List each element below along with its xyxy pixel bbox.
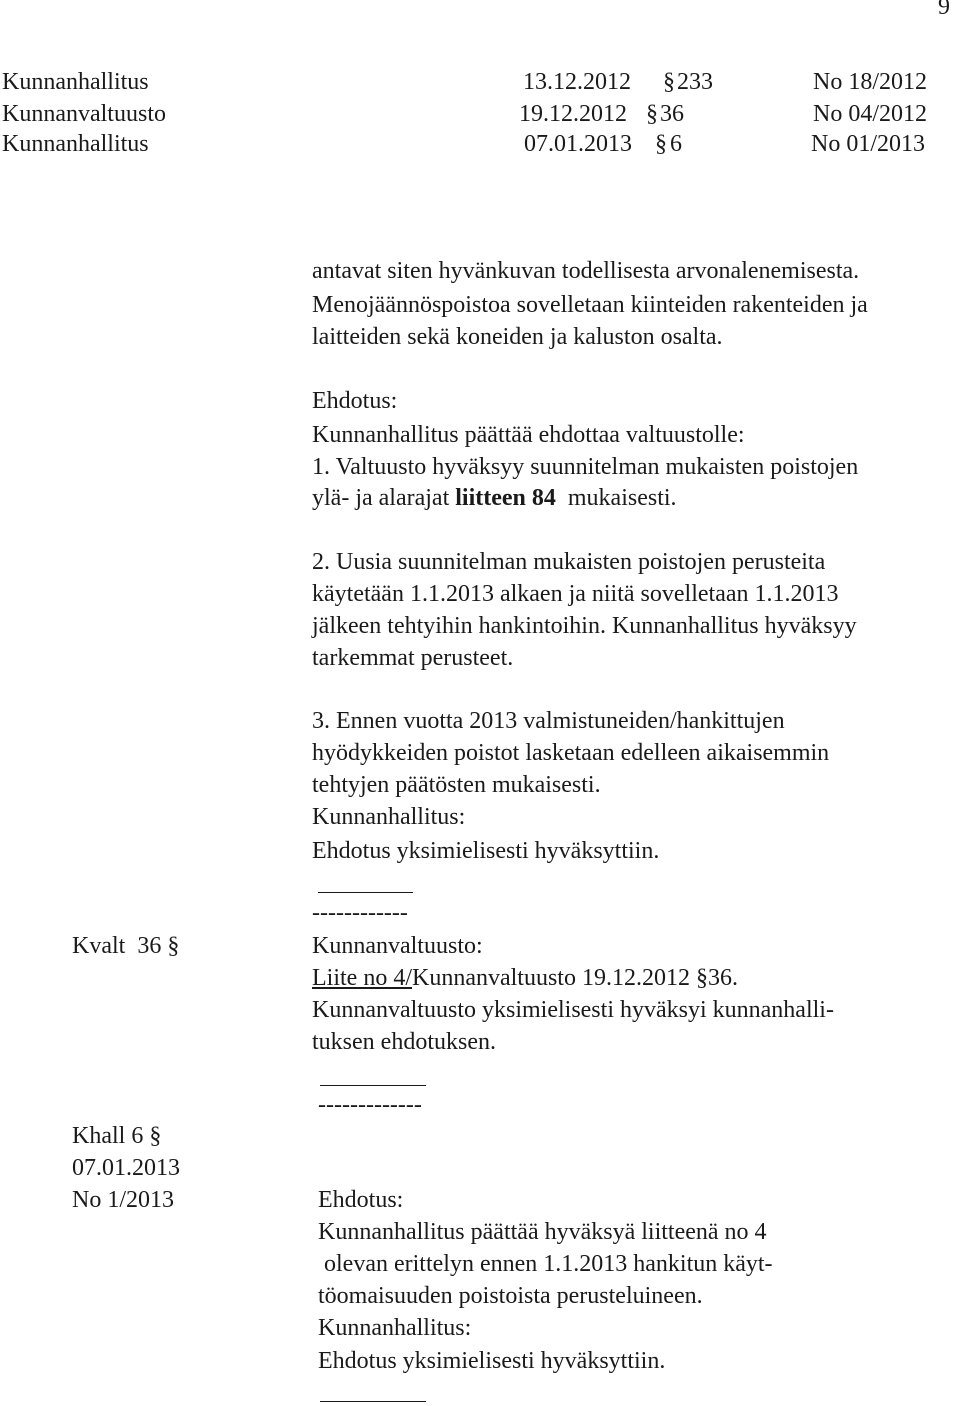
council-line-1: Kunnanvaltuusto yksimielisesti hyväksyi kunnanhalli-: [312, 997, 834, 1023]
section-sign: §: [167, 933, 180, 959]
margin-board-date: 07.01.2013: [72, 1155, 180, 1181]
section-sign: §: [655, 131, 667, 157]
item2-line-1: 2. Uusia suunnitelman mukaisten poistojen perusteita: [312, 549, 826, 575]
board-proposal-heading: Ehdotus:: [318, 1187, 404, 1213]
separator-rule: [318, 892, 413, 893]
header-date-3: 07.01.2013: [524, 131, 632, 157]
header-para-3: 6: [670, 131, 682, 157]
header-no-1: No 18/2012: [813, 69, 927, 95]
attachment-link-text: Liite no 4/: [312, 965, 412, 991]
item2-line-4: tarkemmat perusteet.: [312, 645, 514, 671]
margin-board-text: Khall 6: [72, 1123, 144, 1149]
intro-line-3: laitteiden sekä koneiden ja kaluston osalta.: [312, 324, 723, 350]
header-body-1: Kunnanhallitus: [2, 69, 149, 95]
margin-council-label: [72, 931, 179, 961]
board-line-1: Kunnanhallitus päättää hyväksyä liitteenä no 4: [318, 1219, 767, 1245]
margin-council-text: Kvalt 36: [72, 933, 162, 959]
separator-dashes: -------------: [318, 1092, 422, 1118]
header-date-2: 19.12.2012: [519, 101, 627, 127]
section-sign: §: [149, 1123, 162, 1149]
item1-line-2: [312, 483, 957, 514]
header-no-3: No 01/2013: [811, 131, 925, 157]
header-body-2: Kunnanvaltuusto: [2, 101, 166, 127]
board-decision-heading: Kunnanhallitus:: [318, 1315, 472, 1341]
proposal-heading: Ehdotus:: [312, 388, 398, 414]
item1-line-2-post: mukaisesti.: [555, 485, 677, 511]
board-decision-text: Ehdotus yksimielisesti hyväksyttiin.: [318, 1348, 666, 1374]
item2-line-3: jälkeen tehtyihin hankintoihin. Kunnanhallitus hyväksyy: [312, 613, 857, 639]
separator-dashes: ------------: [312, 900, 408, 926]
intro-line-1: antavat siten hyvänkuvan todellisesta arvonalenemisesta.: [312, 258, 860, 284]
proposal-lead: Kunnanhallitus päättää ehdottaa valtuustolle:: [312, 422, 745, 448]
item3-line-2: hyödykkeiden poistot lasketaan edelleen aikaisemmin: [312, 740, 830, 766]
section-sign: §: [646, 101, 658, 127]
council-attachment-line: [312, 963, 957, 994]
margin-board-no: No 1/2013: [72, 1187, 174, 1213]
attachment-section-num: 36.: [707, 965, 738, 991]
separator-rule: [320, 1085, 426, 1086]
header-para-2: 36: [660, 101, 684, 127]
intro-line-2: Menojäännöspoistoa sovelletaan kiinteiden rakenteiden ja: [312, 292, 868, 318]
header-body-3: Kunnanhallitus: [2, 131, 149, 157]
header-date-1: 13.12.2012: [523, 69, 631, 95]
council-heading: Kunnanvaltuusto:: [312, 933, 483, 959]
item1-line-2-pre: ylä- ja alarajat: [312, 485, 456, 511]
item1-line-1: 1. Valtuusto hyväksyy suunnitelman mukaisten poistojen: [312, 454, 859, 480]
section-sign: §: [663, 69, 675, 95]
header-para-1: 233: [677, 69, 713, 95]
board-line-3: töomaisuuden poistoista perusteluineen.: [318, 1283, 703, 1309]
section-sign: §: [695, 965, 708, 991]
item3-line-1: 3. Ennen vuotta 2013 valmistuneiden/hankittujen: [312, 708, 785, 734]
margin-board-label: [72, 1121, 161, 1151]
board-line-2: olevan erittelyn ennen 1.1.2013 hankitun käyt-: [318, 1251, 773, 1277]
item2-line-2: käytetään 1.1.2013 alkaen ja niitä sovelletaan 1.1.2013: [312, 581, 839, 607]
decision-heading: Kunnanhallitus:: [312, 804, 466, 830]
decision-text: Ehdotus yksimielisesti hyväksyttiin.: [312, 838, 660, 864]
council-line-2: tuksen ehdotuksen.: [312, 1029, 496, 1055]
separator-rule: [320, 1401, 426, 1402]
header-no-2: No 04/2012: [813, 101, 927, 127]
item3-line-3: tehtyjen päätösten mukaisesti.: [312, 772, 601, 798]
attachment-reference: liitteen 84: [455, 485, 556, 511]
page-number: 9: [938, 0, 950, 20]
attachment-rest: Kunnanvaltuusto 19.12.2012: [411, 965, 696, 991]
